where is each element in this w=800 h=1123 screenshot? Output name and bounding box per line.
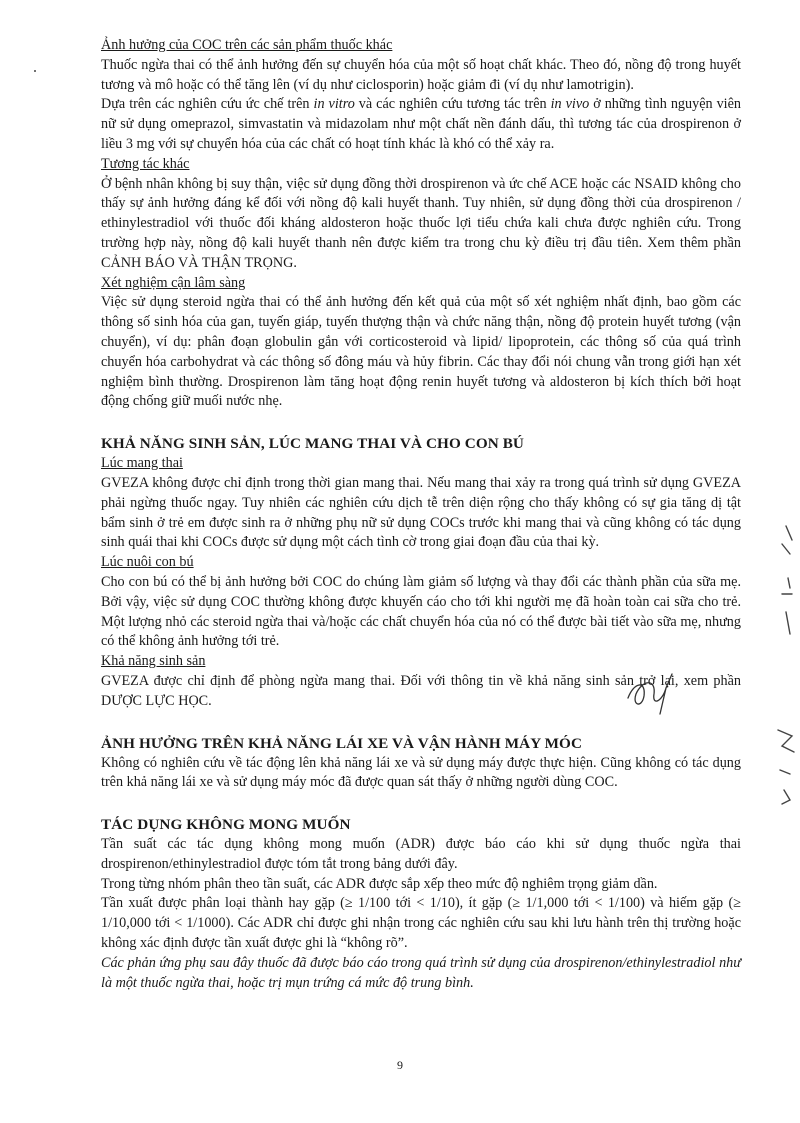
subheading-pregnancy: Lúc mang thai [101,455,183,472]
paragraph-driving: Không có nghiên cứu về tác động lên khả năng lái xe và sử dụng máy được thực hiện. Cũng không có tác dụng trên khả năng lái xe và sử dụng máy móc đã được quan sát thấy ở những người dùng COC. [101,754,741,791]
subheading-fertility: Khả năng sinh sản [101,653,206,670]
subheading-lab-tests: Xét nghiệm cận lâm sàng [101,274,246,291]
subheading-coc-effects: Ảnh hưởng của COC trên các sản phẩm thuốc khác [101,37,393,53]
paragraph-adr-4: Các phản ứng phụ sau đây thuốc đã được báo cáo trong quá trình sử dụng của drospirenon/ethinylestradiol như là một thuốc ngừa thai, hoặc trị mụn trứng cá mức độ trung bình. [101,954,741,991]
heading-driving: ẢNH HƯỞNG TRÊN KHẢ NĂNG LÁI XE VÀ VẬN HÀNH MÁY MÓC [101,734,583,752]
handwritten-initials [620,668,690,718]
paragraph-lactation: Cho con bú có thể bị ảnh hưởng bởi COC do chúng làm giảm số lượng và thay đổi các thành phần của sữa mẹ. Bởi vậy, việc sử dụng COC thường không được khuyến cáo cho tới khi người mẹ đã hoàn toàn cai sữa cho trẻ. Một lượng nhỏ các steroid ngừa thai và/hoặc các chất chuyển hóa của nó có thể được bài tiết vào sữa mẹ, nhưng có thể không ảnh hưởng tới trẻ. [101,573,741,650]
in-vitro-term: in vitro [313,96,355,113]
in-vivo-term: in vivo [550,96,590,113]
paragraph-pregnancy: GVEZA không được chỉ định trong thời gian mang thai. Nếu mang thai xảy ra trong quá trình sử dụng GVEZA phải ngừng thuốc ngay. Tuy nhiên các nghiên cứu dịch tễ trên diện rộng cho thấy không có sự gia tăng dị tật bẩm sinh ở trẻ em được sinh ra ở những phụ nữ sử dụng COCs trước khi mang thai và cũng không có tác dụng sinh quái thai khi COCs được sử dụng một cách tình cờ trong giai đoạn đầu của thai kỳ. [101,474,741,551]
document-page [101,36,741,993]
subheading-other-interactions: Tương tác khác [101,155,190,172]
paragraph-fertility: GVEZA được chỉ định để phòng ngừa mang thai. Đối với thông tin về khả năng sinh sản trở lại, xem phần DƯỢC LỰC HỌC. [101,672,741,709]
subheading-lactation: Lúc nuôi con bú [101,554,194,571]
margin-dot [34,70,36,72]
heading-adr: TÁC DỤNG KHÔNG MONG MUỐN [101,816,351,834]
paragraph-in-vitro: Dựa trên các nghiên cứu ức chế trên in vitro và các nghiên cứu tương tác trên in vivo ở những tình nguyện viên nữ sử dụng omeprazol, simvastatin và midazolam như một chất nền đánh dấu, thì tương tác của drospirenon ở liều 3 mg với sự chuyển hóa của các chất có hoạt tính khác là khó có thể xảy ra. [101,96,741,152]
paragraph-adr-2: Trong từng nhóm phân theo tần suất, các ADR được sắp xếp theo mức độ nghiêm trọng giảm dần. [101,875,658,892]
heading-fertility: KHẢ NĂNG SINH SẢN, LÚC MANG THAI VÀ CHO CON BÚ [101,435,524,453]
page-number: 9 [397,1058,403,1072]
paragraph-adr-3: Tần xuất được phân loại thành hay gặp (≥ 1/100 tới < 1/10), ít gặp (≥ 1/1,000 tới < 1/100) và hiếm gặp (≥ 1/10,000 tới < 1/1000). Các ADR chỉ được ghi nhận trong các nghiên cứu sau khi lưu hành trên thị trường hoặc không xác định được tần xuất được ghi là “không rõ”. [101,895,741,952]
margin-stamp-marks [772,520,798,840]
paragraph-coc-effects: Thuốc ngừa thai có thể ảnh hưởng đến sự chuyển hóa của một số hoạt chất khác. Theo đó, nồng độ trong huyết tương và mô hoặc có thể tăng lên (ví dụ như ciclosporin) hoặc giảm đi (ví dụ như lamotrigin). [101,56,741,93]
paragraph-adr-1: Tần suất các tác dụng không mong muốn (ADR) được báo cáo khi sử dụng thuốc ngừa thai drospirenon/ethinylestradiol được tóm tắt trong bảng dưới đây. [101,836,741,872]
paragraph-lab-tests: Việc sử dụng steroid ngừa thai có thể ảnh hưởng đến kết quả của một số xét nghiệm nhất định, bao gồm các thông số sinh hóa của gan, tuyến giáp, tuyến thượng thận và chức năng thận, nồng độ protein huyết tương (vận chuyển), ví dụ: phân đoạn globulin gắn với corticosteroid và lipid/ lipoprotein, các thông số của quá trình chuyển hóa carbohydrat và các thông số đông máu và hủy fibrin. Các thay đổi nói chung vẫn trong giới hạn xét nghiệm bình thường. Drospirenon làm tăng hoạt động renin huyết tương và aldosteron bị kích thích bởi hoạt động chống giữ muối nước nhẹ. [101,294,741,410]
paragraph-other-interactions: Ở bệnh nhân không bị suy thận, việc sử dụng đồng thời drospirenon và ức chế ACE hoặc các NSAID không cho thấy sự ảnh hưởng đáng kể đối với nồng độ kali huyết thanh. Tuy nhiên, sử dụng đồng thời của drospirenon / ethinylestradiol với thuốc đối kháng aldosteron hoặc thuốc lợi tiểu chứa kali chưa được nghiên cứu. Trong trường hợp này, nồng độ kali huyết thanh nên được kiểm tra trong chu kỳ điều trị đầu tiên. Xem thêm phần CẢNH BÁO VÀ THẬN TRỌNG. [101,175,741,271]
